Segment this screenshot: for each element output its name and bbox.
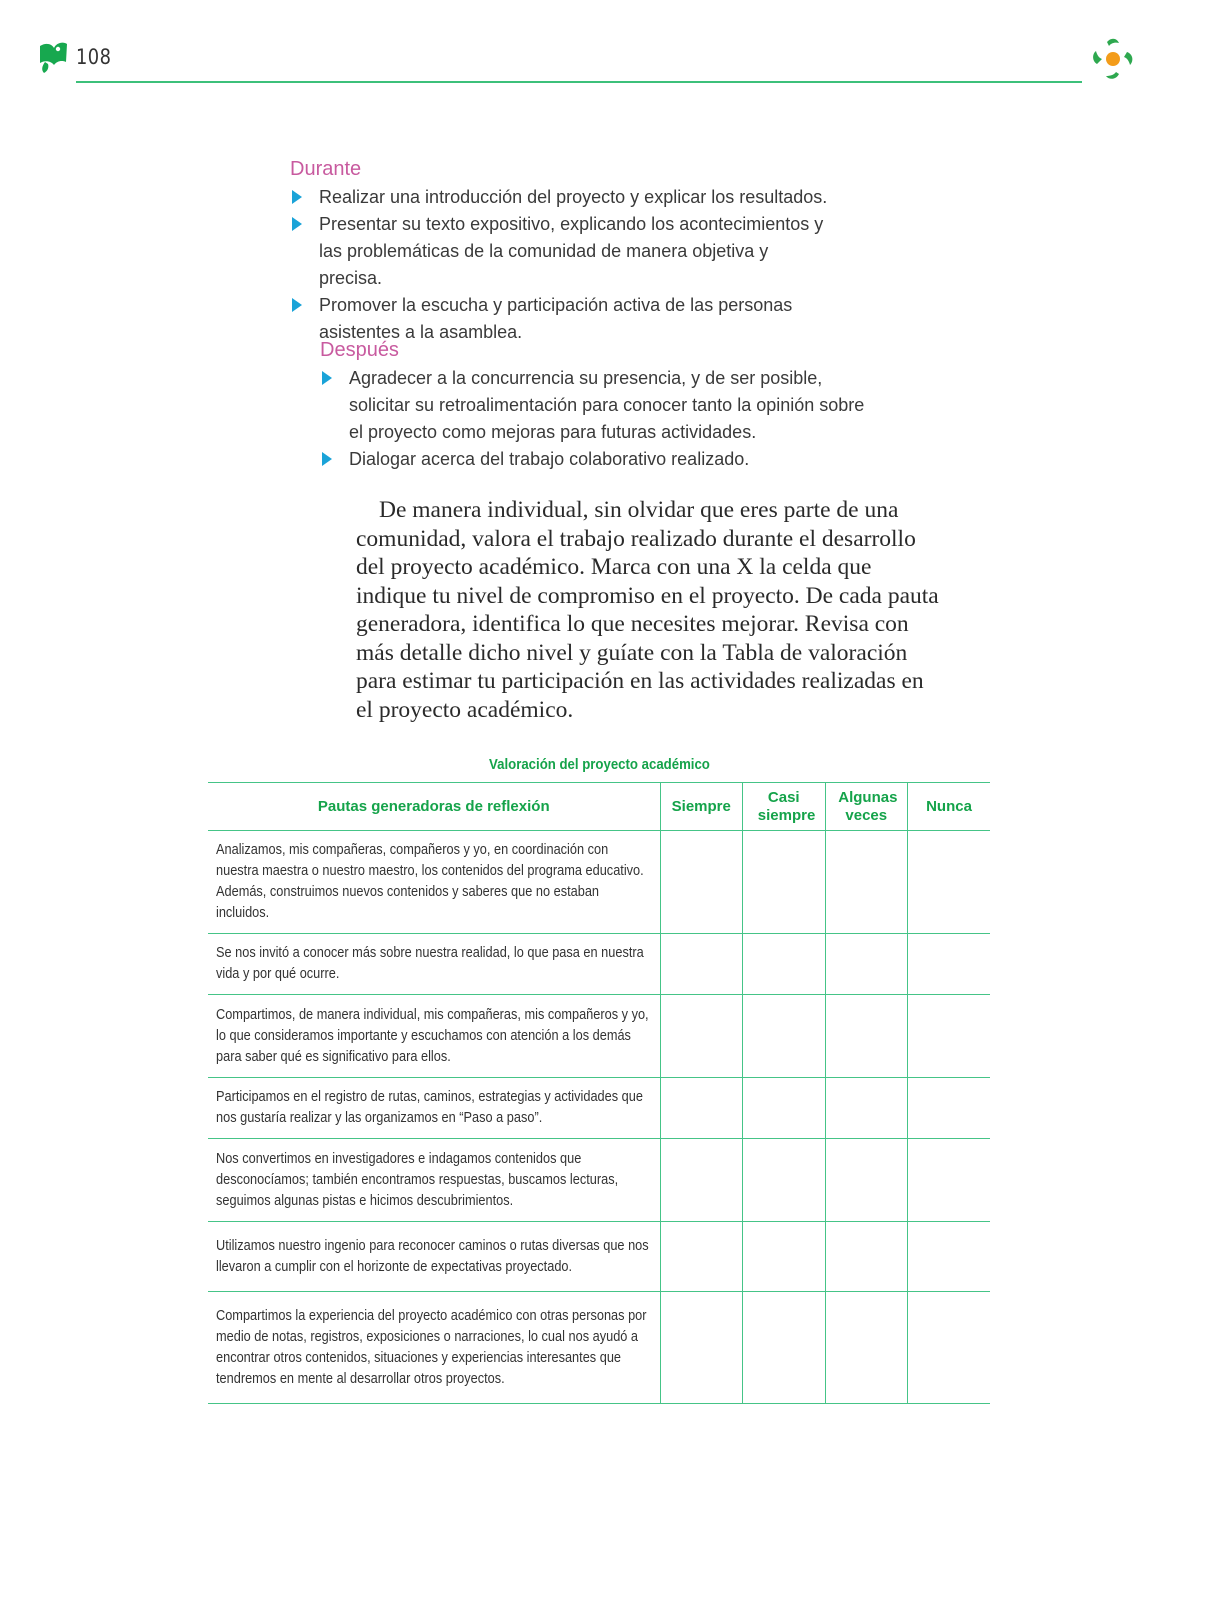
- page-number: 108: [76, 45, 112, 69]
- mark-cell-casi-siempre[interactable]: [743, 1078, 826, 1139]
- mark-cell-casi-siempre[interactable]: [743, 1222, 826, 1292]
- mark-cell-nunca[interactable]: [908, 1078, 991, 1139]
- mark-cell-algunas-veces[interactable]: [825, 1292, 908, 1404]
- mark-cell-nunca[interactable]: [908, 1292, 991, 1404]
- pauta-cell: Se nos invitó a conocer más sobre nuestra realidad, lo que pasa en nuestra vida y por qué ocurre.: [208, 934, 660, 995]
- table-row: [208, 934, 990, 995]
- despues-heading: Después: [320, 339, 399, 361]
- book-logo-icon: [36, 40, 68, 74]
- community-logo-icon: [1087, 34, 1139, 86]
- table-header-row: [208, 783, 990, 831]
- mark-cell-siempre[interactable]: [660, 831, 743, 934]
- mark-cell-algunas-veces[interactable]: [825, 831, 908, 934]
- durante-heading: Durante: [290, 158, 362, 180]
- mark-cell-algunas-veces[interactable]: [825, 995, 908, 1078]
- pauta-cell: Utilizamos nuestro ingenio para reconocer caminos o rutas diversas que nos llevaron a cumplir con el horizonte de expectativas proyectado.: [208, 1222, 660, 1292]
- list-item: Promover la escucha y participación activa de las personas asistentes a la asamblea.: [290, 292, 799, 346]
- mark-cell-nunca[interactable]: [908, 995, 991, 1078]
- mark-cell-casi-siempre[interactable]: [743, 995, 826, 1078]
- table-row: [208, 1078, 990, 1139]
- table-row: [208, 831, 990, 934]
- despues-section: [320, 338, 920, 473]
- assessment-table: [208, 782, 990, 1404]
- mark-cell-siempre[interactable]: [660, 934, 743, 995]
- mark-cell-siempre[interactable]: [660, 1078, 743, 1139]
- header-pautas: Pautas generadoras de reflexión: [208, 783, 660, 831]
- header-rule: [76, 81, 1082, 83]
- triangle-bullet-icon: [322, 452, 332, 466]
- mark-cell-casi-siempre[interactable]: [743, 831, 826, 934]
- mark-cell-nunca[interactable]: [908, 1139, 991, 1222]
- list-item: Realizar una introducción del proyecto y explicar los resultados.: [290, 184, 859, 211]
- mark-cell-siempre[interactable]: [660, 995, 743, 1078]
- mark-cell-nunca[interactable]: [908, 831, 991, 934]
- mark-cell-algunas-veces[interactable]: [825, 934, 908, 995]
- mark-cell-algunas-veces[interactable]: [825, 1139, 908, 1222]
- triangle-bullet-icon: [292, 217, 302, 231]
- triangle-bullet-icon: [292, 190, 302, 204]
- despues-list: [320, 365, 920, 473]
- table-row: [208, 1139, 990, 1222]
- header-casi-siempre: Casi siempre: [743, 783, 826, 831]
- table-title: Valoración del proyecto académico: [488, 756, 710, 773]
- mark-cell-casi-siempre[interactable]: [743, 934, 826, 995]
- triangle-bullet-icon: [292, 298, 302, 312]
- table-row: [208, 995, 990, 1078]
- mark-cell-siempre[interactable]: [660, 1139, 743, 1222]
- mark-cell-siempre[interactable]: [660, 1222, 743, 1292]
- table-row: [208, 1292, 990, 1404]
- pauta-cell: Analizamos, mis compañeras, compañeros y yo, en coordinación con nuestra maestra o nuestro maestro, los contenidos del programa educativo. Además, construimos nuevos contenidos y saberes que no estaban incluidos.: [208, 831, 660, 934]
- pauta-cell: Nos convertimos en investigadores e indagamos contenidos que desconocíamos; también encontramos respuestas, buscamos lecturas, seguimos algunas pistas e hicimos descubrimientos.: [208, 1139, 660, 1222]
- mark-cell-nunca[interactable]: [908, 1222, 991, 1292]
- mark-cell-casi-siempre[interactable]: [743, 1139, 826, 1222]
- pauta-cell: Compartimos la experiencia del proyecto académico con otras personas por medio de notas, registros, exposiciones o narraciones, lo cual nos ayudó a encontrar otros contenidos, situaciones y experiencias interesantes que tendremos en mente al desarrollar otros proyectos.: [208, 1292, 660, 1404]
- list-item: Dialogar acerca del trabajo colaborativo realizado.: [320, 446, 879, 473]
- pauta-cell: Participamos en el registro de rutas, caminos, estrategias y actividades que nos gustaría realizar y las organizamos en “Paso a paso”.: [208, 1078, 660, 1139]
- instruction-paragraph: De manera individual, sin olvidar que eres parte de una comunidad, valora el trabajo realizado durante el desarrollo del proyecto académico. Marca con una X la celda que indique tu nivel de compromiso en el proyecto. De cada pauta generadora, identifica lo que necesites mejorar. Revisa con más detalle dicho nivel y guíate con la Tabla de valoración para estimar tu participación en las actividades realizadas en el proyecto académico.: [356, 497, 939, 723]
- table-row: [208, 1222, 990, 1292]
- durante-section: [290, 157, 890, 346]
- durante-list: [290, 184, 890, 346]
- header-algunas-veces: Algunas veces: [825, 783, 908, 831]
- mark-cell-nunca[interactable]: [908, 934, 991, 995]
- mark-cell-casi-siempre[interactable]: [743, 1292, 826, 1404]
- header-nunca: Nunca: [908, 783, 991, 831]
- mark-cell-siempre[interactable]: [660, 1292, 743, 1404]
- mark-cell-algunas-veces[interactable]: [825, 1078, 908, 1139]
- list-item: Presentar su texto expositivo, explicando los acontecimientos y las problemáticas de la comunidad de manera objetiva y precisa.: [290, 211, 829, 292]
- header-siempre: Siempre: [660, 783, 743, 831]
- triangle-bullet-icon: [322, 371, 332, 385]
- pauta-cell: Compartimos, de manera individual, mis compañeras, mis compañeros y yo, lo que consideramos importante y escuchamos con atención a los demás para saber qué es significativo para ellos.: [208, 995, 660, 1078]
- mark-cell-algunas-veces[interactable]: [825, 1222, 908, 1292]
- list-item: Agradecer a la concurrencia su presencia, y de ser posible, solicitar su retroalimentación para conocer tanto la opinión sobre el proyecto como mejoras para futuras actividades.: [320, 365, 879, 446]
